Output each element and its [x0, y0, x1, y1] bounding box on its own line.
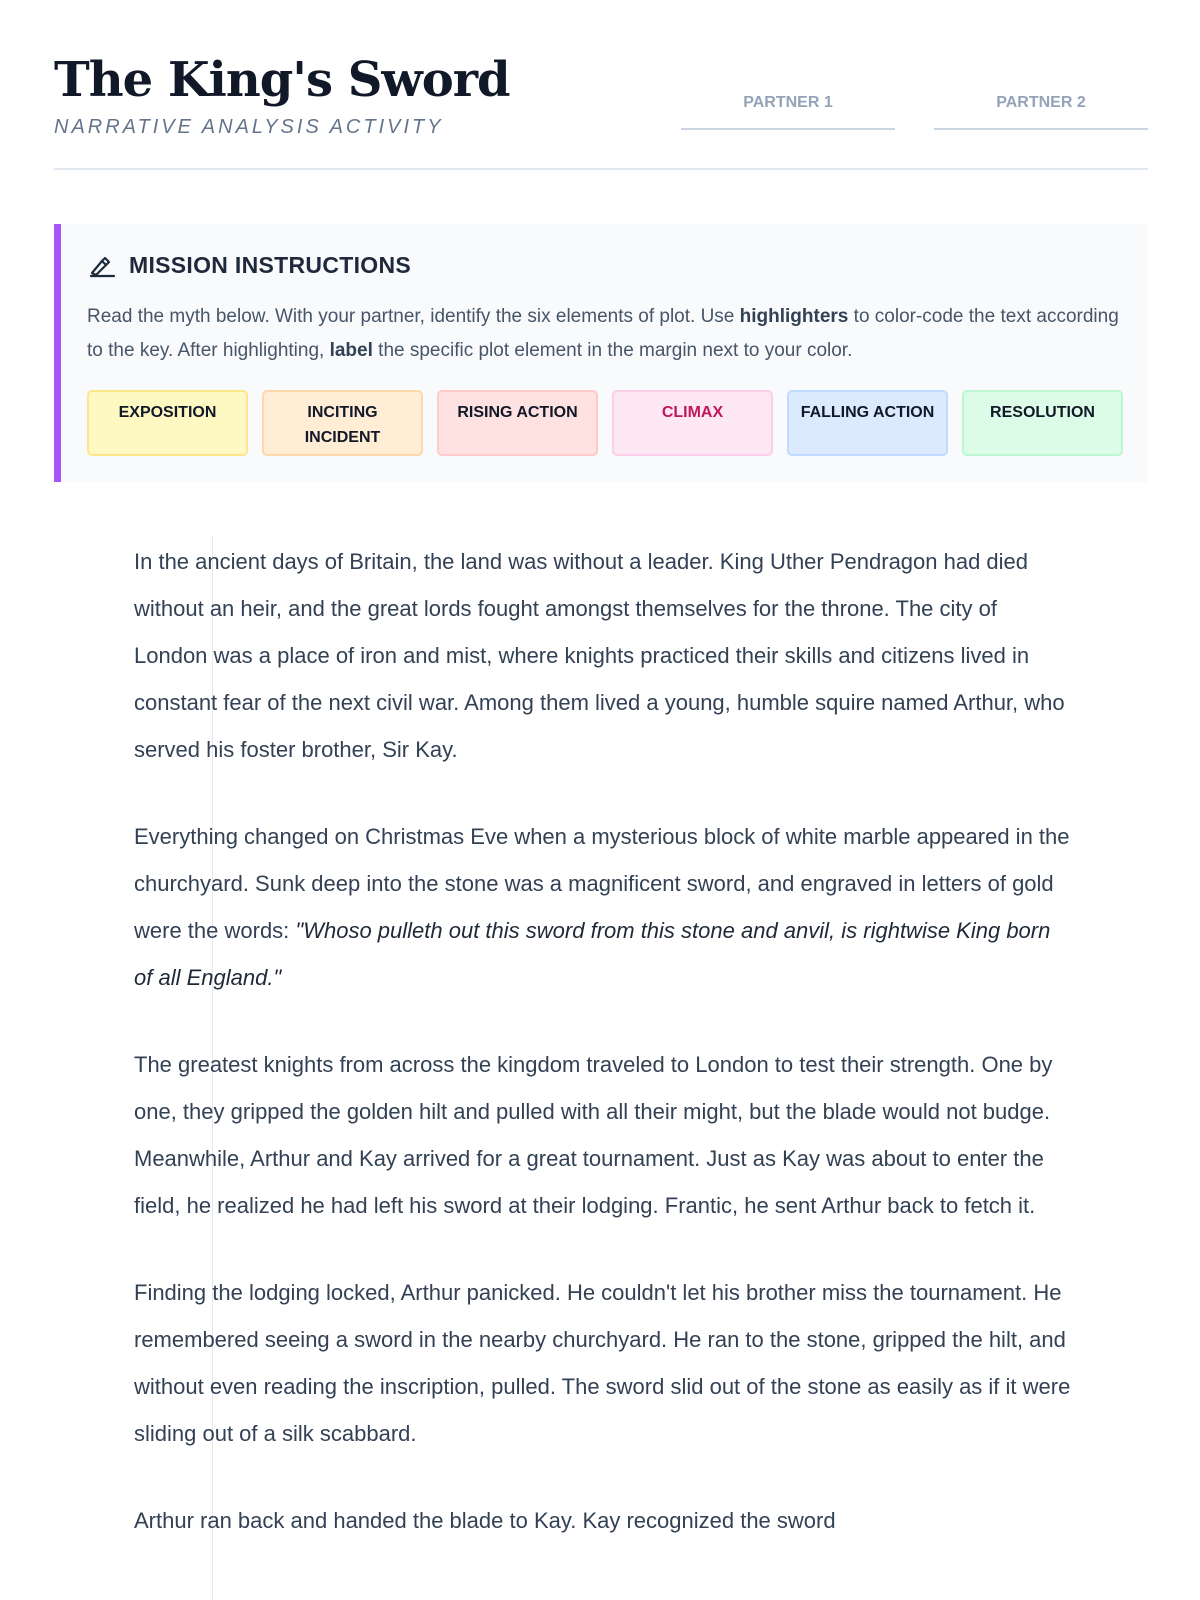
key-inciting-incident [262, 390, 423, 456]
key-falling-action: FALLING ACTION [787, 390, 948, 456]
story-paragraph-2[interactable] [134, 813, 1074, 1001]
partner-2-label: PARTNER 2 [996, 94, 1086, 111]
page-title: The King's Sword [54, 52, 510, 108]
mission-heading [87, 250, 411, 280]
sword-inscription-quote: "Whoso pulleth out this sword from this stone and anvil, is rightwise King born of all England." [134, 918, 1051, 990]
key-climax: CLIMAX [612, 390, 773, 456]
mission-instructions-text [87, 300, 1127, 368]
key-resolution: RESOLUTION [962, 390, 1123, 456]
page-subtitle: NARRATIVE ANALYSIS ACTIVITY [54, 116, 444, 138]
key-rising-action: RISING ACTION [437, 390, 598, 456]
partner-2-field[interactable] [934, 90, 1148, 130]
instructions-part-2: to color-code the text according to the key. After highlighting, [87, 306, 1119, 361]
pen-icon [87, 250, 117, 280]
instructions-highlighters: highlighters [739, 306, 849, 327]
partner-1-label: PARTNER 1 [743, 94, 833, 111]
story-paragraph-2-text: Everything changed on Christmas Eve when a mysterious block of white marble appeared in the churchyard. Sunk deep into the stone was a magnificent sword, and engraved in letters of gold were the words: [134, 824, 1070, 943]
mission-instructions-box [54, 224, 1148, 482]
story-paragraph-4[interactable]: Finding the lodging locked, Arthur panicked. He couldn't let his brother miss the tournament. He remembered seeing a sword in the nearby churchyard. He ran to the stone, gripped the hilt, and without even reading the inscription, pulled. The sword slid out of the stone as easily as if it were sliding out of a silk scabbard. [134, 1280, 1071, 1446]
instructions-part-1: Read the myth below. With your partner, identify the six elements of plot. Use [87, 306, 740, 327]
worksheet-header [54, 50, 1148, 170]
plot-key [87, 390, 1123, 456]
key-inciting-line-2: INCIDENT [304, 429, 381, 446]
story-paragraph-5[interactable]: Arthur ran back and handed the blade to Kay. Kay recognized the sword [134, 1508, 836, 1533]
partner-1-field[interactable] [681, 90, 895, 130]
key-exposition: EXPOSITION [87, 390, 248, 456]
instructions-part-3: the specific plot element in the margin next to your color. [372, 340, 853, 361]
story-paragraph-3[interactable]: The greatest knights from across the kingdom traveled to London to test their strength. One by one, they gripped the golden hilt and pulled with all their might, but the blade would not budge. Meanwhile, Arthur and Kay arrived for a great tournament. Just as Kay was about to enter the field, he realized he had left his sword at their lodging. Frantic, he sent Arthur back to fetch it. [134, 1052, 1053, 1218]
story-text [134, 538, 1074, 1584]
mission-title: MISSION INSTRUCTIONS [129, 251, 412, 278]
instructions-label: label [329, 340, 373, 361]
key-inciting-line-1: INCITING [307, 404, 378, 421]
story-paragraph-1[interactable]: In the ancient days of Britain, the land was without a leader. King Uther Pendragon had died without an heir, and the great lords fought amongst themselves for the throne. The city of London was a place of iron and mist, where knights practiced their skills and citizens lived in constant fear of the next civil war. Among them lived a young, humble squire named Arthur, who served his foster brother, Sir Kay. [134, 549, 1065, 762]
